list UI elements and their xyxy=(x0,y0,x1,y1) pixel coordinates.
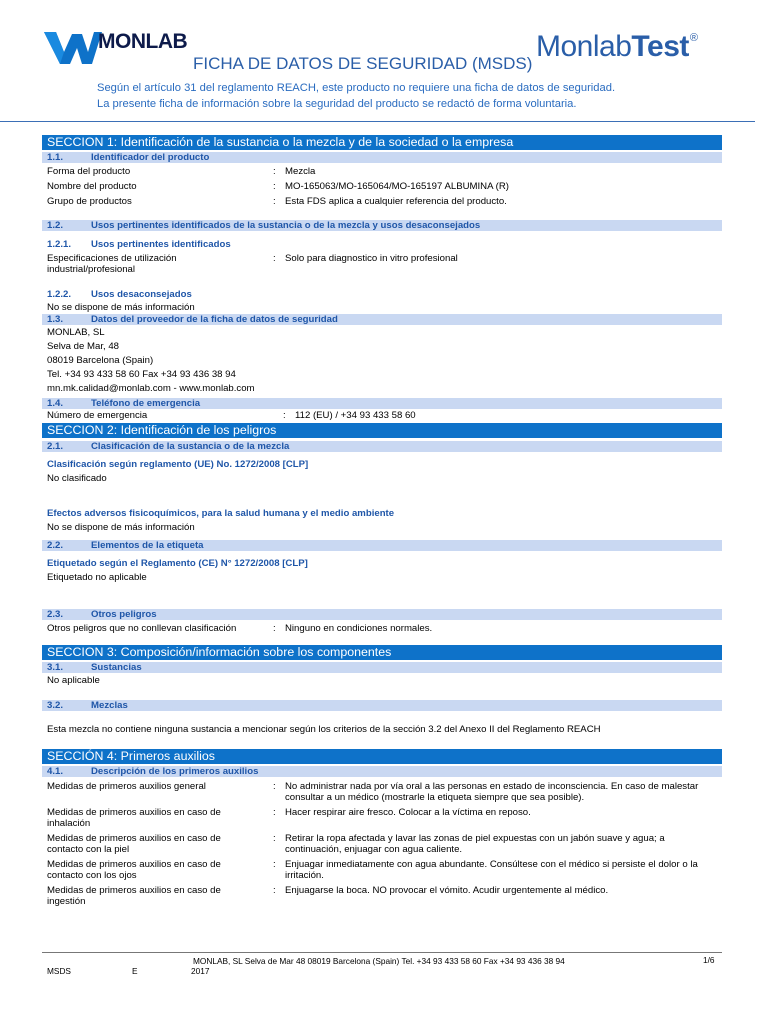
subsection-1-2-2 xyxy=(42,289,722,301)
labelling-heading: Etiquetado según el Reglamento (CE) N° 1272/2008 [CLP] xyxy=(47,558,308,569)
subsection-title: Descripción de los primeros auxilios xyxy=(91,766,259,777)
subsection-number: 2.3. xyxy=(47,609,64,620)
section-1-header: SECCION 1: Identificación de la sustancia o la mezcla y de la sociedad o la empresa xyxy=(42,135,722,150)
field-label: Número de emergencia xyxy=(47,410,148,421)
subsection-title: Identificador del producto xyxy=(91,152,210,163)
subsection-3-2 xyxy=(42,700,722,711)
text-line: No aplicable xyxy=(47,675,100,686)
subsection-1-1 xyxy=(42,152,722,163)
subsection-number: 1.2. xyxy=(47,220,64,231)
field-value: Esta FDS aplica a cualquier referencia del producto. xyxy=(285,196,507,207)
text-line: Esta mezcla no contiene ninguna sustancia a mencionar según los criterios de la sección 3.2 del Anexo II del Reglamento REACH xyxy=(47,724,601,735)
field-value: No administrar nada por vía oral a las personas en estado de inconsciencia. En caso de malestar consultar a un médico (mostrarle la etiqueta siempre que sea posible). xyxy=(285,781,699,803)
intro-line-1: Según el artículo 31 del reglamento REACH, este producto no requiere una ficha de datos de seguridad. xyxy=(97,82,616,94)
field-label: Especificaciones de utilización industrial/profesional xyxy=(47,253,177,275)
field-value: Hacer respirar aire fresco. Colocar a la víctima en reposo. xyxy=(285,807,531,818)
subsection-2-1 xyxy=(42,441,722,452)
text-line: No clasificado xyxy=(47,473,107,484)
field-row: Número de emergencia : 112 (EU) / +34 93 433 58 60 xyxy=(42,410,722,421)
classification-heading: Clasificación según reglamento (UE) No. 1272/2008 [CLP] xyxy=(47,459,309,470)
text-line: Etiquetado no aplicable xyxy=(47,572,147,583)
subsection-number: 1.2.1. xyxy=(47,239,72,250)
field-row: Forma del producto : Mezcla xyxy=(42,166,722,177)
subsection-title: Datos del proveedor de la ficha de datos de seguridad xyxy=(91,314,338,325)
field-row: Nombre del producto : MO-165063/MO-165064/MO-165197 ALBUMINA (R) xyxy=(42,181,722,192)
footer-year: 2017 xyxy=(191,966,210,976)
supplier-phone: Tel. +34 93 433 58 60 Fax +34 93 436 38 94 xyxy=(47,369,236,380)
footer-address: MONLAB, SL Selva de Mar 48 08019 Barcelona (Spain) Tel. +34 93 433 58 60 Fax +34 93 436 38 94 xyxy=(193,956,565,966)
supplier-city: 08019 Barcelona (Spain) xyxy=(47,355,154,366)
subsection-1-4 xyxy=(42,398,722,409)
subsection-1-3 xyxy=(42,314,722,325)
intro-line-2: La presente ficha de información sobre la seguridad del producto se redactó de forma voluntaria. xyxy=(97,98,577,110)
section-3-header: SECCION 3: Composición/información sobre los componentes xyxy=(42,645,722,660)
subsection-2-2 xyxy=(42,540,722,551)
footer-divider xyxy=(42,952,722,953)
logo-text: MONLAB xyxy=(98,30,188,53)
subsection-title: Otros peligros xyxy=(91,609,157,620)
subsection-number: 3.1. xyxy=(47,662,64,673)
subsection-3-1 xyxy=(42,662,722,673)
brand-logo xyxy=(536,30,697,64)
field-label: Nombre del producto xyxy=(47,181,137,192)
subsection-1-2-1 xyxy=(42,239,722,251)
field-label: Medidas de primeros auxilios en caso de ingestión xyxy=(47,885,221,907)
subsection-number: 1.3. xyxy=(47,314,64,325)
field-value: 112 (EU) / +34 93 433 58 60 xyxy=(295,410,416,421)
subsection-number: 1.2.2. xyxy=(47,289,72,300)
header-divider xyxy=(0,121,755,122)
subsection-number: 1.1. xyxy=(47,152,64,163)
subsection-title: Teléfono de emergencia xyxy=(91,398,201,409)
brand-bold: Test xyxy=(631,30,689,63)
field-label: Medidas de primeros auxilios en caso de contacto con los ojos xyxy=(47,859,221,881)
field-row: Medidas de primeros auxilios en caso de inhalación : Hacer respirar aire fresco. Colocar a la víctima en reposo. xyxy=(42,807,722,829)
field-label: Forma del producto xyxy=(47,166,131,177)
field-value: Enjuagarse la boca. NO provocar el vómito. Acudir urgentemente al médico. xyxy=(285,885,609,896)
field-row: Medidas de primeros auxilios en caso de contacto con los ojos : Enjuagar inmediatamente con agua abundante. Consúltese con el médico si persiste el dolor o la irritación. xyxy=(42,859,722,881)
field-row: Grupo de productos : Esta FDS aplica a cualquier referencia del producto. xyxy=(42,196,722,207)
field-value: Retirar la ropa afectada y lavar las zonas de piel expuestas con un jabón suave y agua; a continuación, enjuagar con agua caliente. xyxy=(285,833,665,855)
subsection-title: Mezclas xyxy=(91,700,128,711)
subsection-2-3 xyxy=(42,609,722,620)
adverse-effects-heading: Efectos adversos fisicoquímicos, para la salud humana y el medio ambiente xyxy=(47,508,395,519)
footer-doc-type: MSDS xyxy=(47,966,71,976)
subsection-number: 1.4. xyxy=(47,398,64,409)
subsection-title: Usos desaconsejados xyxy=(91,289,192,300)
supplier-email: mn.mk.calidad@monlab.com - www.monlab.com xyxy=(47,383,255,394)
intro-text xyxy=(97,80,737,112)
field-value: Ninguno en condiciones normales. xyxy=(285,623,433,634)
subsection-title: Usos pertinentes identificados de la sustancia o de la mezcla y usos desaconsejados xyxy=(91,220,481,231)
registered-mark: ® xyxy=(689,32,698,44)
subsection-number: 2.2. xyxy=(47,540,64,551)
field-value: MO-165063/MO-165064/MO-165197 ALBUMINA (R) xyxy=(285,181,509,192)
field-row: Medidas de primeros auxilios general : No administrar nada por vía oral a las personas en estado de inconsciencia. En caso de malestar consultar a un médico (mostrarle la etiqueta siempre que sea posible). xyxy=(42,781,722,803)
field-value: Mezcla xyxy=(285,166,316,177)
subsection-title: Elementos de la etiqueta xyxy=(91,540,204,551)
subsection-number: 2.1. xyxy=(47,441,64,452)
text-line: No se dispone de más información xyxy=(47,302,195,313)
field-row: Medidas de primeros auxilios en caso de ingestión : Enjuagarse la boca. NO provocar el vómito. Acudir urgentemente al médico. xyxy=(42,885,722,907)
subsection-1-2 xyxy=(42,220,722,231)
brand-regular: Monlab xyxy=(536,30,632,63)
field-label: Medidas de primeros auxilios en caso de inhalación xyxy=(47,807,221,829)
field-row: Otros peligros que no conllevan clasificación : Ninguno en condiciones normales. xyxy=(42,623,722,634)
subsection-title: Usos pertinentes identificados xyxy=(91,239,231,250)
field-label: Medidas de primeros auxilios en caso de contacto con la piel xyxy=(47,833,221,855)
section-2-header: SECCION 2: Identificación de los peligros xyxy=(42,423,722,438)
field-row: Medidas de primeros auxilios en caso de contacto con la piel : Retirar la ropa afectada y lavar las zonas de piel expuestas con un jabón suave y agua; a continuación, enjuagar con agua caliente. xyxy=(42,833,722,855)
document-body xyxy=(42,135,722,907)
subsection-number: 3.2. xyxy=(47,700,64,711)
document-title: FICHA DE DATOS DE SEGURIDAD (MSDS) xyxy=(193,54,533,73)
section-4-header: SECCIÓN 4: Primeros auxilios xyxy=(42,749,722,764)
text-line: No se dispone de más información xyxy=(47,522,195,533)
subsection-number: 4.1. xyxy=(47,766,64,777)
field-row: Especificaciones de utilización industrial/profesional : Solo para diagnostico in vitro profesional xyxy=(42,253,722,275)
field-label: Medidas de primeros auxilios general xyxy=(47,781,206,792)
field-value: Solo para diagnostico in vitro profesional xyxy=(285,253,458,264)
supplier-name: MONLAB, SL xyxy=(47,327,105,338)
field-value: Enjuagar inmediatamente con agua abundante. Consúltese con el médico si persiste el dolor o la irritación. xyxy=(285,859,698,881)
monlab-logo xyxy=(42,24,202,68)
field-label: Otros peligros que no conllevan clasificación xyxy=(47,623,237,634)
monlab-logo-icon xyxy=(42,24,104,68)
subsection-title: Sustancias xyxy=(91,662,142,673)
page-number: 1/6 xyxy=(703,955,715,965)
supplier-street: Selva de Mar, 48 xyxy=(47,341,119,352)
subsection-title: Clasificación de la sustancia o de la mezcla xyxy=(91,441,290,452)
footer-language: E xyxy=(132,966,138,976)
subsection-4-1 xyxy=(42,766,722,777)
document-header xyxy=(0,0,768,130)
field-label: Grupo de productos xyxy=(47,196,132,207)
